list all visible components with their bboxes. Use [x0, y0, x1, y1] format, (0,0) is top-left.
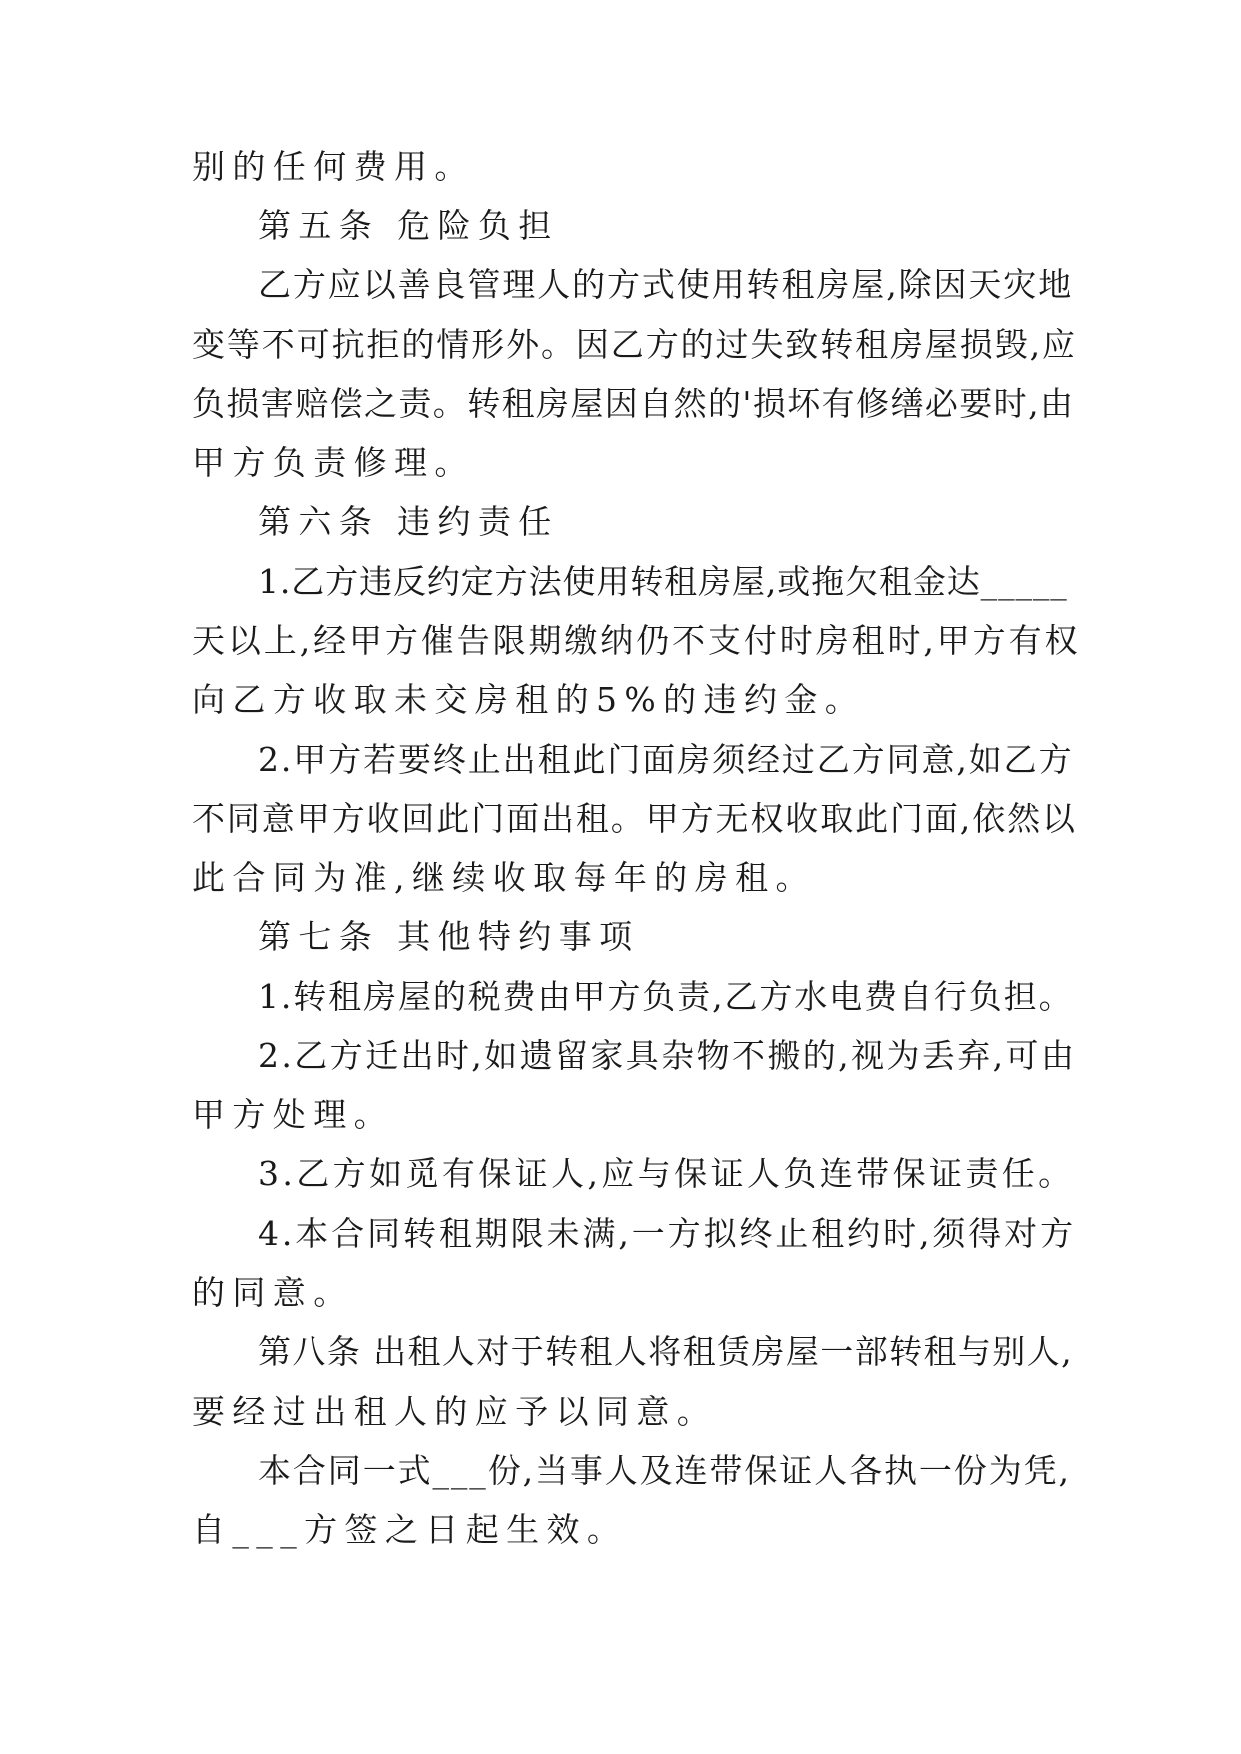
section-heading: 第七条 其他特约事项: [258, 917, 640, 956]
text-line: 2.乙方迁出时,如遗留家具杂物不搬的,视为丢弃,可由: [258, 1036, 1077, 1075]
text-line: 负损害赔偿之责。转租房屋因自然的'损坏有修缮必要时,由: [192, 384, 1075, 423]
text-line: 不同意甲方收回此门面出租。甲方无权收取此门面,依然以: [192, 799, 1077, 838]
text-line: 甲方处理。: [192, 1095, 394, 1134]
text-line: 3.乙方如觅有保证人,应与保证人负连带保证责任。: [258, 1154, 1075, 1193]
section-heading: 第六条 违约责任: [258, 502, 559, 541]
text-line: 乙方应以善良管理人的方式使用转租房屋,除因天灾地: [258, 265, 1074, 304]
text-line: 自___方签之日起生效。: [192, 1510, 628, 1549]
text-line: 要经过出租人的应予以同意。: [192, 1392, 718, 1431]
text-line: 天以上,经甲方催告限期缴纳仍不支付时房租时,甲方有权: [192, 621, 1081, 660]
text-line: 1.乙方违反约定方法使用转租房屋,或拖欠租金达_____: [258, 562, 1068, 601]
text-line: 4.本合同转租期限未满,一方拟终止租约时,须得对方: [258, 1214, 1076, 1253]
text-line: 2.甲方若要终止出租此门面房须经过乙方同意,如乙方: [258, 740, 1074, 779]
text-line: 本合同一式___份,当事人及连带保证人各执一份为凭,: [258, 1451, 1071, 1490]
text-line: 变等不可抗拒的情形外。因乙方的过失致转租房屋损毁,应: [192, 325, 1077, 364]
text-line: 1.转租房屋的税费由甲方负责,乙方水电费自行负担。: [258, 977, 1074, 1016]
text-line: 向乙方收取未交房租的5%的违约金。: [192, 680, 866, 719]
text-line: 别的任何费用。: [192, 147, 475, 186]
text-line: 此合同为准,继续收取每年的房租。: [192, 858, 816, 897]
section-heading: 第八条 出租人对于转租人将租赁房屋一部转租与别人,: [258, 1332, 1073, 1371]
text-line: 的同意。: [192, 1273, 354, 1312]
section-heading: 第五条 危险负担: [258, 206, 559, 245]
text-line: 甲方负责修理。: [192, 443, 475, 482]
